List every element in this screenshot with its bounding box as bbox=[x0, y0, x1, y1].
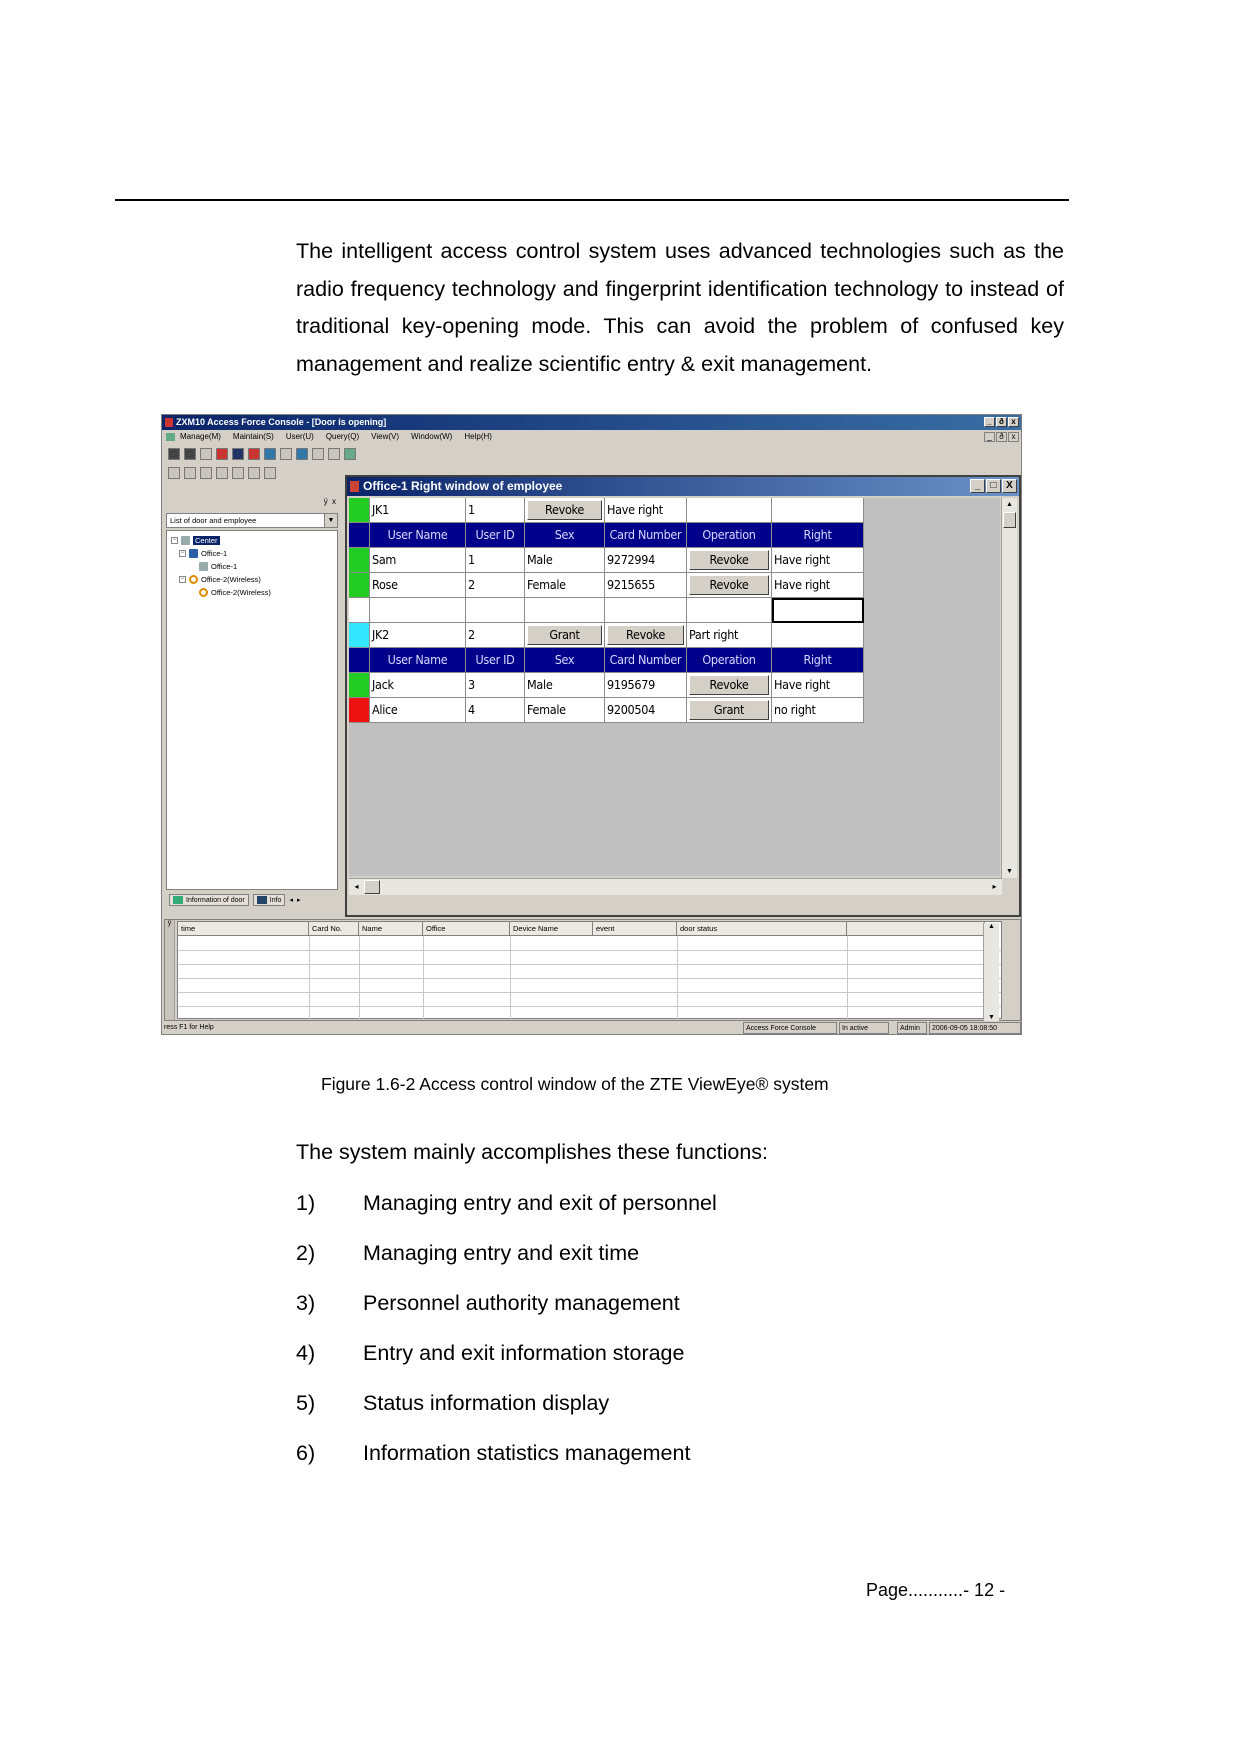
events-grid bbox=[177, 921, 1002, 1019]
key-icon[interactable] bbox=[232, 467, 244, 479]
group-status: Part right bbox=[687, 623, 772, 648]
scroll-down-icon[interactable]: ▼ bbox=[1006, 868, 1013, 875]
scroll-left-icon[interactable]: ◂ bbox=[354, 882, 359, 891]
list-item bbox=[296, 1291, 680, 1316]
door-employee-select[interactable] bbox=[166, 513, 338, 528]
chevron-down-icon[interactable]: ▼ bbox=[324, 514, 337, 527]
user-id: 2 bbox=[466, 573, 525, 598]
copy-icon[interactable] bbox=[264, 448, 276, 460]
unlock-icon[interactable] bbox=[200, 448, 212, 460]
grid-line bbox=[178, 950, 1001, 951]
circle-2-icon[interactable] bbox=[184, 467, 196, 479]
window-icon bbox=[350, 481, 359, 492]
column-header[interactable]: Sex bbox=[525, 523, 605, 548]
button-label: Grant bbox=[527, 625, 602, 645]
help-icon[interactable] bbox=[328, 448, 340, 460]
pane-grip[interactable]: ÿ bbox=[165, 920, 175, 1020]
empty-cell bbox=[466, 598, 525, 623]
user-icon[interactable] bbox=[248, 448, 260, 460]
list-number: 1) bbox=[296, 1191, 316, 1215]
page-dots: ........... bbox=[908, 1580, 964, 1600]
card-number: 9195679 bbox=[605, 673, 687, 698]
user-name: Alice bbox=[370, 698, 466, 723]
grid-icon[interactable] bbox=[216, 448, 228, 460]
column-header[interactable]: event bbox=[593, 922, 677, 936]
left-pane-tabs bbox=[166, 892, 338, 908]
app-title-bar bbox=[162, 415, 1021, 430]
group-id: 1 bbox=[466, 498, 525, 523]
list-item bbox=[296, 1441, 690, 1466]
child-window-controls bbox=[970, 479, 1017, 493]
list-text: Personnel authority management bbox=[363, 1291, 680, 1315]
tree-label: Office-2(Wireless) bbox=[201, 574, 261, 584]
grid-line bbox=[178, 964, 1001, 965]
left-pane bbox=[164, 496, 341, 917]
tool-icon[interactable] bbox=[200, 467, 212, 479]
column-header[interactable]: Right bbox=[772, 648, 864, 673]
group-grant-button[interactable] bbox=[525, 623, 605, 648]
header-rule bbox=[115, 199, 1069, 201]
column-header[interactable]: time bbox=[178, 922, 309, 936]
intro-paragraph: The intelligent access control system uses advanced technologies such as the radio frequency technology and fingerprint identification technology to instead of traditional key-opening mode. This can avoid the problem of confused key management and realize scientific entry & exit management. bbox=[296, 239, 1064, 376]
empty-cell bbox=[525, 598, 605, 623]
circle-icon[interactable] bbox=[168, 467, 180, 479]
column-header[interactable]: Card No. bbox=[309, 922, 359, 936]
events-pane bbox=[164, 919, 1021, 1021]
tab-information-of-door[interactable] bbox=[169, 894, 249, 906]
child-minimize-button[interactable]: _ bbox=[970, 479, 985, 493]
building-icon bbox=[189, 549, 198, 558]
flag-fill bbox=[349, 623, 369, 647]
flag-fill bbox=[349, 698, 369, 722]
menu-user[interactable]: User(U) bbox=[285, 432, 314, 441]
tab-info[interactable] bbox=[253, 894, 286, 906]
search-icon[interactable] bbox=[280, 448, 292, 460]
door-tab-icon bbox=[173, 896, 183, 904]
child-title-bar bbox=[347, 477, 1019, 496]
list-number: 2) bbox=[296, 1241, 316, 1265]
select-value: List of door and employee bbox=[170, 516, 257, 525]
export-icon[interactable] bbox=[344, 448, 356, 460]
column-header[interactable]: Name bbox=[359, 922, 423, 936]
list-text: Managing entry and exit of personnel bbox=[363, 1191, 717, 1215]
grid-line bbox=[178, 992, 1001, 993]
tree-label: Office-1 bbox=[211, 561, 238, 571]
access-console-screenshot bbox=[161, 414, 1022, 1035]
column-header[interactable]: User ID bbox=[466, 523, 525, 548]
child-title: Office-1 Right window of employee bbox=[363, 479, 563, 493]
tree-label: Center bbox=[195, 535, 218, 545]
list-item bbox=[296, 1241, 639, 1266]
empty-cell bbox=[772, 623, 864, 648]
group-name: JK2 bbox=[370, 623, 466, 648]
status-flag bbox=[349, 698, 370, 723]
tab-label: Information of door bbox=[186, 896, 245, 904]
filter-icon[interactable] bbox=[248, 467, 260, 479]
user-name: Jack bbox=[370, 673, 466, 698]
flag-fill bbox=[349, 498, 369, 522]
status-state: In active bbox=[839, 1022, 889, 1034]
button-label: Revoke bbox=[689, 550, 769, 570]
report-icon[interactable] bbox=[312, 448, 324, 460]
mdi-minimize-button[interactable]: _ bbox=[984, 432, 995, 442]
revoke-button[interactable] bbox=[687, 548, 772, 573]
button-label: Revoke bbox=[607, 625, 684, 645]
menu-query[interactable]: Query(Q) bbox=[325, 432, 360, 441]
header-blank bbox=[349, 523, 370, 548]
scroll-right-icon[interactable]: ▸ bbox=[992, 882, 997, 891]
menu-manage[interactable]: Manage(M) bbox=[180, 432, 221, 441]
user-name: Rose bbox=[370, 573, 466, 598]
card-icon[interactable] bbox=[232, 448, 244, 460]
scroll-thumb[interactable] bbox=[1003, 512, 1016, 528]
status-help: ress F1 for Help bbox=[164, 1024, 214, 1031]
info-tab-icon bbox=[257, 896, 267, 904]
user-id: 1 bbox=[466, 548, 525, 573]
revoke-button[interactable] bbox=[687, 673, 772, 698]
page-footer bbox=[866, 1580, 1005, 1601]
grant-button[interactable] bbox=[687, 698, 772, 723]
forbidden-icon bbox=[199, 588, 208, 597]
app-title: ZXM10 Access Force Console - [Door is opening] bbox=[176, 417, 387, 427]
toolbar-secondary bbox=[164, 464, 276, 482]
button-label: Revoke bbox=[527, 500, 602, 520]
page-label: Page bbox=[866, 1580, 909, 1600]
status-flag bbox=[349, 673, 370, 698]
status-user: Admin bbox=[897, 1022, 927, 1034]
empty-cell bbox=[687, 598, 772, 623]
grid-line bbox=[178, 978, 1001, 979]
list-item bbox=[296, 1341, 684, 1366]
status-app: Access Force Console bbox=[743, 1022, 837, 1034]
status-flag bbox=[349, 548, 370, 573]
toolbar-main bbox=[164, 445, 356, 463]
list-text: Status information display bbox=[363, 1391, 610, 1415]
collapse-icon[interactable]: − bbox=[180, 575, 185, 582]
revoke-button[interactable] bbox=[687, 573, 772, 598]
status-bar bbox=[162, 1022, 1021, 1034]
events-scrollbar[interactable] bbox=[983, 923, 999, 1021]
column-header[interactable]: Card Number bbox=[605, 648, 687, 673]
user-sex: Male bbox=[525, 673, 605, 698]
list-number: 4) bbox=[296, 1341, 316, 1365]
column-header[interactable]: Card Number bbox=[605, 523, 687, 548]
column-header[interactable]: door status bbox=[677, 922, 847, 936]
user-right: Have right bbox=[772, 673, 864, 698]
card-number: 9272994 bbox=[605, 548, 687, 573]
scroll-down-icon[interactable]: ▼ bbox=[988, 1014, 995, 1021]
column-header[interactable]: Office bbox=[423, 922, 510, 936]
group-status: Have right bbox=[605, 498, 687, 523]
status-datetime: 2006-09-05 18:08:50 bbox=[929, 1022, 1021, 1034]
chat-icon[interactable] bbox=[264, 467, 276, 479]
lock-icon[interactable] bbox=[184, 448, 196, 460]
tree-node-office-2-door[interactable] bbox=[199, 586, 271, 598]
rights-grid bbox=[349, 498, 1000, 876]
figure-caption: Figure 1.6-2 Access control window of the ZTE ViewEye® system bbox=[321, 1074, 829, 1094]
restore-button[interactable]: ð bbox=[996, 417, 1007, 427]
button-label: Revoke bbox=[689, 675, 769, 695]
empty-cell bbox=[687, 498, 772, 523]
child-maximize-button[interactable]: □ bbox=[986, 479, 1001, 493]
scroll-up-icon[interactable]: ▲ bbox=[1006, 501, 1013, 508]
mdi-restore-button[interactable]: ð bbox=[996, 432, 1007, 442]
user-sex: Female bbox=[525, 573, 605, 598]
column-header[interactable]: Right bbox=[772, 523, 864, 548]
menu-window[interactable]: Window(W) bbox=[411, 432, 453, 441]
tree-node-office-2[interactable] bbox=[179, 573, 261, 585]
window-controls bbox=[984, 417, 1019, 427]
user-right: Have right bbox=[772, 573, 864, 598]
list-text: Managing entry and exit time bbox=[363, 1241, 640, 1265]
grid-line bbox=[178, 1006, 1001, 1007]
column-header[interactable]: Operation bbox=[687, 523, 772, 548]
door-tree bbox=[166, 530, 338, 890]
scroll-up-icon[interactable]: ▲ bbox=[988, 923, 995, 930]
collapse-icon[interactable]: − bbox=[172, 536, 177, 543]
window-icon[interactable] bbox=[296, 448, 308, 460]
tree-node-office-1-door[interactable] bbox=[199, 560, 237, 572]
tab-label: Info bbox=[269, 896, 282, 904]
empty-cell bbox=[349, 598, 370, 623]
door-icon bbox=[199, 562, 208, 571]
status-flag bbox=[349, 623, 370, 648]
empty-cell bbox=[772, 498, 864, 523]
user-name: Sam bbox=[370, 548, 466, 573]
menu-view[interactable]: View(V) bbox=[371, 432, 400, 441]
collapse-icon[interactable]: − bbox=[180, 549, 185, 556]
door-icon[interactable] bbox=[168, 448, 180, 460]
header-blank bbox=[349, 648, 370, 673]
column-header[interactable]: User Name bbox=[370, 648, 466, 673]
column-header-blank bbox=[847, 922, 985, 936]
horizontal-scrollbar[interactable] bbox=[349, 878, 1002, 895]
user-right: no right bbox=[772, 698, 864, 723]
page-number: - 12 - bbox=[963, 1580, 1006, 1600]
employee-rights-window bbox=[345, 475, 1021, 917]
flag-fill bbox=[349, 548, 369, 572]
tree-label: Office-1 bbox=[201, 548, 228, 558]
button-label: Grant bbox=[689, 700, 769, 720]
mdi-icon bbox=[166, 433, 175, 441]
group-revoke-button[interactable] bbox=[525, 498, 605, 523]
menu-bar bbox=[162, 430, 1021, 444]
tab-scroll-right-icon[interactable]: ▸ bbox=[296, 897, 301, 904]
tab-scroll-left-icon[interactable]: ◂ bbox=[289, 897, 293, 904]
mdi-close-button[interactable]: x bbox=[1008, 432, 1019, 442]
refresh-icon[interactable] bbox=[216, 467, 228, 479]
scroll-thumb[interactable] bbox=[364, 880, 380, 894]
tree-label: Office-2(Wireless) bbox=[211, 587, 271, 597]
computer-icon bbox=[181, 536, 190, 545]
tree-node-office-1[interactable] bbox=[179, 547, 227, 559]
card-number: 9200504 bbox=[605, 698, 687, 723]
group-name: JK1 bbox=[370, 498, 466, 523]
flag-fill bbox=[349, 673, 369, 697]
group-id: 2 bbox=[466, 623, 525, 648]
group-revoke-button[interactable] bbox=[605, 623, 687, 648]
menu-maintain[interactable]: Maintain(S) bbox=[232, 432, 274, 441]
status-flag bbox=[349, 498, 370, 523]
tree-node-center[interactable] bbox=[171, 534, 220, 546]
column-header[interactable]: Sex bbox=[525, 648, 605, 673]
list-item bbox=[296, 1191, 717, 1216]
list-number: 6) bbox=[296, 1441, 316, 1465]
empty-cell bbox=[370, 598, 466, 623]
close-button[interactable]: x bbox=[1008, 417, 1019, 427]
status-flag bbox=[349, 573, 370, 598]
button-label: Revoke bbox=[689, 575, 769, 595]
list-number: 5) bbox=[296, 1391, 316, 1415]
flag-fill bbox=[349, 573, 369, 597]
card-number: 9215655 bbox=[605, 573, 687, 598]
pane-close-icon[interactable]: ÿ x bbox=[323, 497, 337, 506]
user-right: Have right bbox=[772, 548, 864, 573]
list-number: 3) bbox=[296, 1291, 316, 1315]
empty-cell bbox=[605, 598, 687, 623]
app-icon bbox=[165, 418, 173, 427]
child-close-button[interactable]: X bbox=[1002, 479, 1017, 493]
user-sex: Female bbox=[525, 698, 605, 723]
column-header[interactable]: User Name bbox=[370, 523, 466, 548]
list-text: Information statistics management bbox=[363, 1441, 691, 1465]
mdi-controls bbox=[984, 432, 1019, 442]
minimize-button[interactable]: _ bbox=[984, 417, 995, 427]
user-sex: Male bbox=[525, 548, 605, 573]
list-text: Entry and exit information storage bbox=[363, 1341, 685, 1365]
column-header[interactable]: Device Name bbox=[510, 922, 593, 936]
menu-help[interactable]: Help(H) bbox=[464, 432, 492, 441]
functions-intro: The system mainly accomplishes these functions: bbox=[296, 1140, 769, 1164]
column-header[interactable]: User ID bbox=[466, 648, 525, 673]
forbidden-icon bbox=[189, 575, 198, 584]
user-id: 4 bbox=[466, 698, 525, 723]
focused-cell[interactable] bbox=[772, 598, 864, 623]
column-header[interactable]: Operation bbox=[687, 648, 772, 673]
user-id: 3 bbox=[466, 673, 525, 698]
list-item bbox=[296, 1391, 609, 1416]
vertical-scrollbar[interactable] bbox=[1001, 498, 1017, 878]
